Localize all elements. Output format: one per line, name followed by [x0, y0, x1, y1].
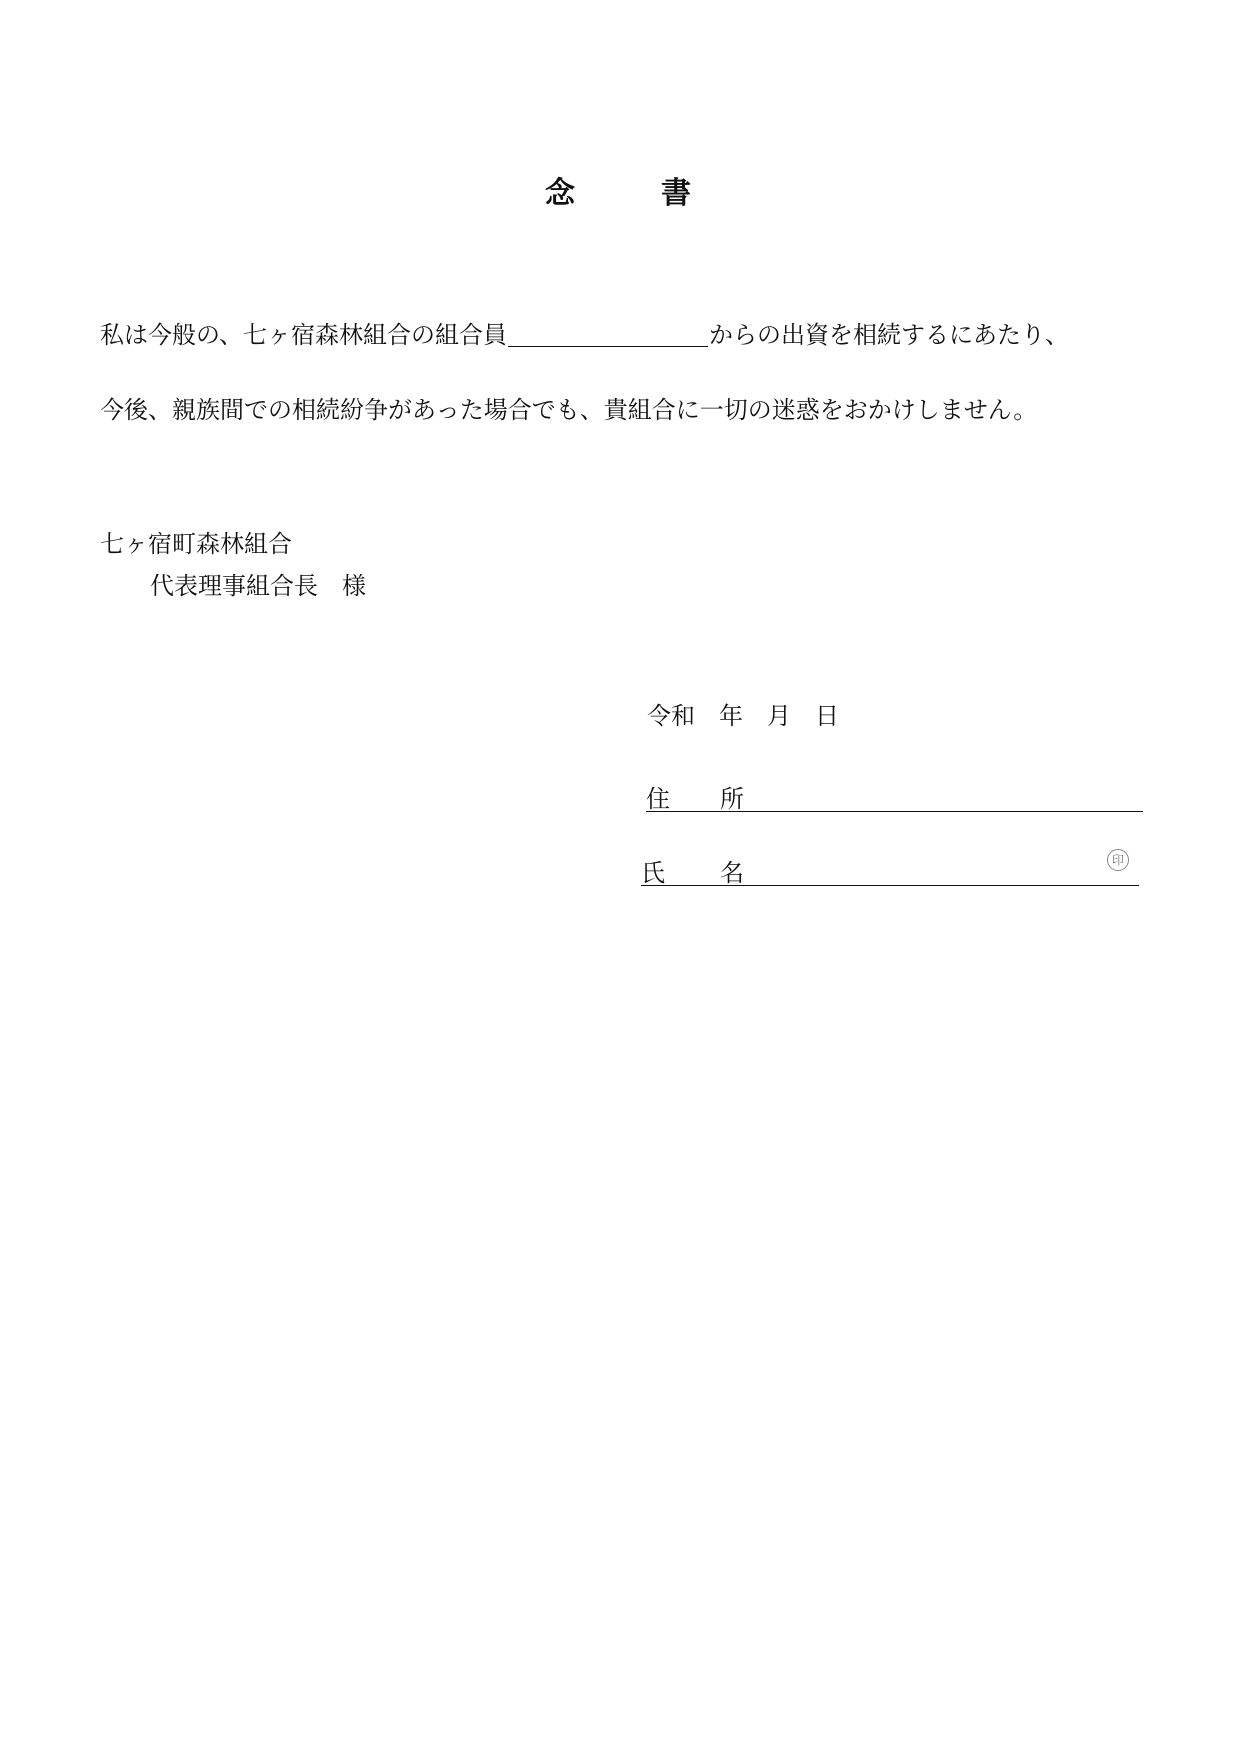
title-char-1: 念	[545, 176, 577, 211]
paragraph-line-1-end: からの出資を相続するにあたり、	[709, 321, 1070, 349]
address-label-char-1: 住	[646, 785, 670, 813]
addressee-recipient: 代表理事組合長 様	[150, 572, 366, 600]
name-label-char-2: 名	[720, 859, 744, 887]
paragraph-line-2: 今後、親族間での相続紛争があった場合でも、貴組合に一切の迷惑をおかけしません。	[100, 396, 1038, 424]
member-name-blank[interactable]	[508, 322, 708, 347]
name-label-char-1: 氏	[641, 859, 665, 887]
seal-icon: 印	[1107, 849, 1129, 871]
paragraph-line-1	[100, 322, 1069, 347]
name-field[interactable]	[641, 853, 1139, 886]
address-label-char-2: 所	[720, 785, 744, 813]
address-field[interactable]	[646, 779, 1143, 812]
title-char-2: 書	[661, 176, 693, 211]
paragraph-line-1-start: 私は今般の、七ヶ宿森林組合の組合員	[100, 321, 508, 349]
addressee-organization: 七ヶ宿町森林組合	[100, 530, 292, 558]
date-line: 令和 年 月 日	[647, 702, 839, 730]
document-title	[545, 168, 693, 212]
